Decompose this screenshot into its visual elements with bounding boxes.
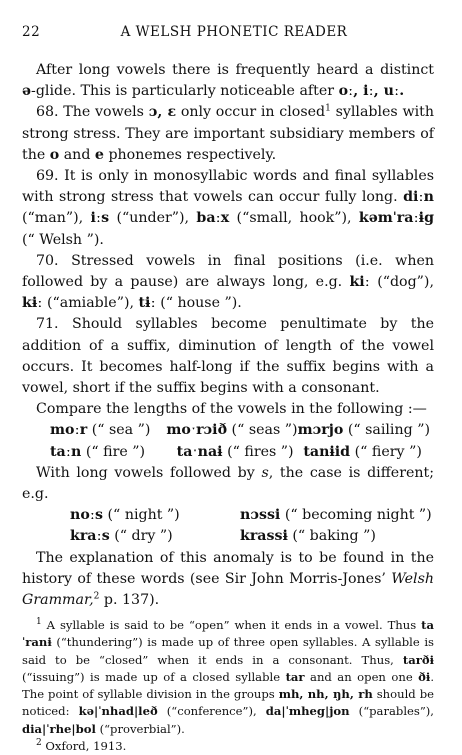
text-run: only occur in closed xyxy=(176,104,326,121)
example-item xyxy=(240,505,434,526)
phonetic-word: kɨː xyxy=(22,295,43,312)
text-run: (“issuing”) is made up of a closed syllable xyxy=(22,669,286,684)
phonetic-word: taˈranɨ xyxy=(22,618,434,650)
gloss: (“ dry ”) xyxy=(109,528,173,545)
gloss: (“ baking ”) xyxy=(287,528,376,545)
text-run: (“thundering”) is made up of three open syllables. A syllable is said to be “closed” when it ends in a consonant. Thus, xyxy=(22,635,434,667)
gloss: (“ Welsh ”). xyxy=(22,231,104,248)
gloss: (“amiable”), xyxy=(42,295,139,312)
paragraph-68 xyxy=(22,102,434,166)
phonetic-word: kə|ˈnhad|leð xyxy=(78,704,158,719)
phonetic-symbol: ə xyxy=(22,83,32,100)
text-run: 68. The vowels xyxy=(36,104,149,121)
gloss: (“ seas ”) xyxy=(227,422,298,439)
paragraph-explanation xyxy=(22,548,434,612)
gloss: (“ sailing ”) xyxy=(343,422,430,439)
body-text xyxy=(22,60,434,611)
italic-letter: s xyxy=(261,464,269,481)
footnote-marker: 2 xyxy=(36,737,42,748)
text-run: and xyxy=(59,146,95,163)
page-number: 22 xyxy=(22,24,41,40)
phonetic-word: kraːs xyxy=(70,528,110,545)
text-run: A syllable is said to be “open” when it ends in a vowel. Thus xyxy=(41,618,422,633)
gloss: (“ house ”). xyxy=(155,295,242,312)
phonetic-word: noːs xyxy=(70,507,104,524)
gloss: (“ fiery ”) xyxy=(350,443,422,460)
phonetic-word: moˑrɔið xyxy=(166,422,228,439)
text-run: With long vowels followed by xyxy=(36,464,262,481)
phonetic-word: iːs xyxy=(90,210,110,227)
phonetic-word: kəmˈraːɨg xyxy=(358,210,434,227)
gloss: (“ becoming night ”) xyxy=(280,507,432,524)
phonetic-word: mh, nh, ŋh, rh xyxy=(278,687,373,702)
example-row xyxy=(22,526,434,547)
text-run: 69. It is only in monosyllabic words and final syllables with strong stress that vowels can occur fully long. xyxy=(22,168,434,206)
gloss: (“man”), xyxy=(22,210,91,227)
example-item xyxy=(166,420,297,441)
example-item xyxy=(50,420,166,441)
phonetic-word: nɔssi xyxy=(240,507,281,524)
footnote-1 xyxy=(22,617,434,737)
text-run: . The point of syllable division in the groups xyxy=(22,669,434,702)
text-run: , the case is different; e.g. xyxy=(22,464,434,503)
text-run: phonemes respectively. xyxy=(103,146,277,163)
example-item xyxy=(70,526,240,547)
footnote-2 xyxy=(22,738,434,755)
phonetic-word: tɨː xyxy=(138,295,156,312)
phonetic-symbol: oː, iː, uː. xyxy=(338,83,405,100)
phonetic-word: kiː xyxy=(349,274,370,291)
paragraph-70 xyxy=(22,251,434,315)
example-item xyxy=(70,505,240,526)
example-item xyxy=(298,420,430,441)
footnote-marker: 2 xyxy=(93,591,100,602)
phonetic-symbol: ɔ, ɛ xyxy=(148,104,177,121)
example-row xyxy=(22,420,434,441)
text-run: -glide. This is particularly noticeable after xyxy=(31,83,339,100)
gloss: (“dog”), xyxy=(369,274,434,291)
phonetic-symbol: o xyxy=(49,146,60,163)
text-run: syllables with strong stress. They are important subsidiary members of the xyxy=(22,104,434,163)
phonetic-word: dia|ˈrhe|bol xyxy=(22,721,96,736)
book-title: Welsh Grammar, xyxy=(22,570,434,609)
phonetic-word: taˑnaɨ xyxy=(176,443,223,460)
phonetic-word: krassɨ xyxy=(240,528,288,545)
gloss: (“ night ”) xyxy=(103,507,180,524)
gloss: (“ fires ”) xyxy=(222,443,294,460)
phonetic-word: tarðɨ xyxy=(402,652,434,667)
example-item xyxy=(177,442,304,463)
phonetic-word: taːn xyxy=(50,443,82,460)
phonetic-word: baːx xyxy=(196,210,230,227)
gloss: (“conference”), xyxy=(157,704,266,719)
text-run: The explanation of this anomaly is to be found in the history of these words (see Sir John Morris-Jones’ xyxy=(22,549,434,587)
example-row xyxy=(22,505,434,526)
example-item xyxy=(240,526,434,547)
text-run: should be noticed: xyxy=(22,687,434,719)
running-title: A WELSH PHONETIC READER xyxy=(120,24,348,40)
with-long-vowels xyxy=(22,463,434,505)
phonetic-word: tanɨid xyxy=(303,443,351,460)
compare-intro: Compare the lengths of the vowels in the following :— xyxy=(36,401,427,418)
phonetic-word: ðɨ xyxy=(418,669,431,684)
gloss: (“small, hook”), xyxy=(229,210,359,227)
example-item xyxy=(50,442,177,463)
text-run: Oxford, 1913. xyxy=(41,738,127,753)
text-run: and an open one xyxy=(304,669,419,684)
gloss: (“proverbial”). xyxy=(95,721,185,736)
page-header xyxy=(22,24,434,40)
example-item xyxy=(303,442,430,463)
text-run: 70. Stressed vowels in final positions (i.e. when followed by a pause) are always long, e.g. xyxy=(22,252,434,291)
paragraph-glide xyxy=(22,60,434,102)
gloss: (“parables”), xyxy=(349,704,434,719)
phonetic-word: mɔrjo xyxy=(297,422,344,439)
text-run: p. 137). xyxy=(99,592,160,609)
phonetic-word: diːn xyxy=(403,189,434,206)
footnote-marker: 1 xyxy=(36,617,42,628)
gloss: (“under”), xyxy=(109,210,197,227)
phonetic-symbol: e xyxy=(94,146,104,163)
paragraph-71: 71. Should syllables become penultimate by the addition of a suffix, diminution of length of the vowel occurs. It becomes half-long if the suffix begins with a vowel, short if the suffix begins with a consonant. xyxy=(22,316,434,397)
footnotes xyxy=(22,617,434,755)
paragraph-69 xyxy=(22,166,434,251)
gloss: (“ sea ”) xyxy=(87,422,151,439)
footnote-marker: 1 xyxy=(325,103,331,114)
phonetic-word: tar xyxy=(285,669,305,684)
gloss: (“ fire ”) xyxy=(81,443,146,460)
text-run: After long vowels there is frequently heard a distinct xyxy=(36,62,434,78)
phonetic-word: moːr xyxy=(50,422,88,439)
phonetic-word: da|ˈmheg|jon xyxy=(265,704,350,719)
example-row xyxy=(22,442,434,463)
